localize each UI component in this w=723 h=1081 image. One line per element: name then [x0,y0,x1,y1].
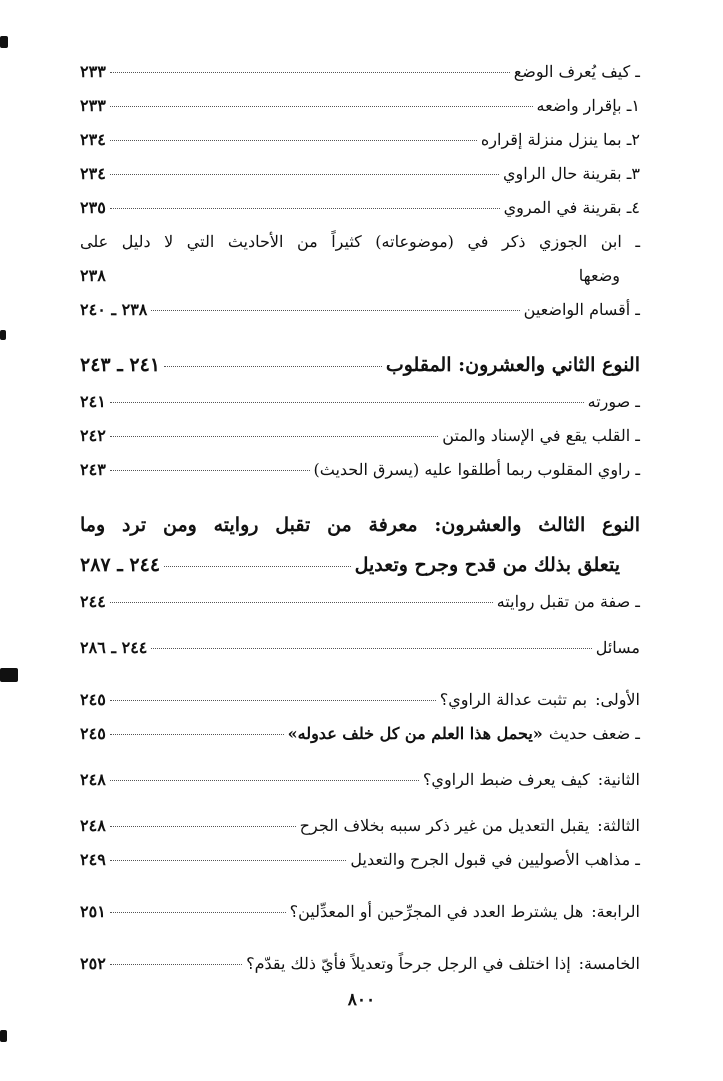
dot-leader [110,72,510,73]
dot-leader [110,208,500,209]
toc-entry-page: ٢٤٨ [80,816,106,835]
toc-entry-label: الثانية: [597,770,640,789]
toc-entry-page: ٢٤٩ [80,850,106,869]
toc-entry-page: ٢٣٣ [80,96,106,115]
toc-entry[interactable] [80,843,640,877]
toc-entry-text: ـ أقسام الواضعين [523,300,640,319]
toc-entry-text: ـ كيف يُعرف الوضع [513,62,640,81]
toc-entry-label: الثالثة: [597,816,640,835]
margin-mark [0,36,8,48]
toc-entry[interactable] [80,157,640,191]
dot-leader [110,780,419,781]
toc-entry-text: إذا اختلف في الرجل جرحاً وتعديلاً فأيّ ذلك يقدّم؟ [246,954,571,973]
dot-leader [110,106,533,107]
toc-entry-label: الخامسة: [578,954,640,973]
dot-leader [164,566,351,567]
dot-leader [110,860,347,861]
toc-entry-text: ـ مذاهب الأصوليين في قبول الجرح والتعديل [350,850,640,869]
toc-entry[interactable] [80,293,640,327]
toc-entry-page: ٢٥١ [80,902,106,921]
toc-entry-text: ١ـ بإقرار واضعه [536,96,640,115]
toc-entry[interactable] [80,895,640,929]
dot-leader [110,912,286,913]
dot-leader [151,310,519,311]
toc-entry-page: ٢٣٣ [80,62,106,81]
dot-leader [110,826,296,827]
toc-entry-page: ٢٣٨ [80,266,106,285]
section-heading[interactable] [80,545,640,585]
dot-leader [110,140,477,141]
toc-entry-text: هل يشترط العدد في المجرِّحين أو المعدِّلين؟ [289,902,584,921]
dot-leader [110,602,493,603]
dot-leader [164,366,382,367]
toc-entry-text: وضعها [578,266,620,285]
toc-entry-label: الرابعة: [591,902,640,921]
toc-entry-page: ٢٤٣ [80,460,106,479]
toc-entry[interactable] [80,585,640,619]
toc-entry-text: ـ ضعف حديث [548,724,640,743]
toc-entry-page: ٢٤١ [80,392,106,411]
toc-entry[interactable] [80,123,640,157]
toc-entry[interactable] [80,191,640,225]
toc-entry[interactable] [80,89,640,123]
dot-leader [110,402,584,403]
toc-entry-text: ـ صفة من تقبل روايته [496,592,640,611]
toc-entry-page: ٢٣٨ ـ ٢٤٠ [80,300,148,319]
toc-entry-page: ٢٣٥ [80,198,106,217]
toc-entry-text: كيف يعرف ضبط الراوي؟ [422,770,590,789]
dot-leader [151,648,591,649]
toc-entry-text: ـ راوي المقلوب ربما أطلقوا عليه (يسرق الحديث) [313,460,640,479]
dot-leader [110,700,436,701]
toc-entry-text: يقبل التعديل من غير ذكر سببه بخلاف الجرح [299,816,590,835]
toc-entry-page: ٢٤٢ [80,426,106,445]
toc-entry-page: ٢٣٤ [80,130,106,149]
toc-entry[interactable] [80,631,640,665]
toc-entry-text: ـ صورته [587,392,640,411]
section-heading-line1[interactable]: النوع الثالث والعشرون: معرفة من تقبل روايته ومن ترد وما [80,514,640,536]
margin-mark [0,668,18,682]
dot-leader [110,964,242,965]
toc-entry[interactable] [80,419,640,453]
toc-entry-page: ٢٤٥ [80,724,106,743]
dot-leader [110,174,499,175]
dot-leader [110,470,310,471]
toc-entry-page: ٢٤٨ [80,770,106,789]
toc-entry-text: ٤ـ بقرينة في المروي [503,198,640,217]
toc-entry[interactable] [80,763,640,797]
toc-entry-ibn-jawzi-line1[interactable]: ـ ابن الجوزي ذكر في (موضوعاته) كثيراً من الأحاديث التي لا دليل على [80,232,640,251]
toc-entry-text: ٣ـ بقرينة حال الراوي [502,164,640,183]
toc-entry[interactable] [80,947,640,981]
toc-entry-page: ٢٣٤ [80,164,106,183]
toc-entry-bold-text: «يحمل هذا العلم من كل خلف عدوله» [287,724,543,743]
margin-mark [0,330,6,340]
toc-entry-page: ٢٥٢ [80,954,106,973]
toc-entry-page: ٢٤٤ ـ ٢٨٦ [80,638,148,657]
toc-entry[interactable] [80,55,640,89]
section-heading-page: ٢٤٤ ـ ٢٨٧ [80,554,161,576]
toc-entry-label: الأولى: [595,690,640,709]
section-heading[interactable] [80,345,640,385]
toc-entry-page: ٢٤٤ [80,592,106,611]
dot-leader [110,734,284,735]
toc-entry-text: ـ القلب يقع في الإسناد والمتن [442,426,640,445]
toc-entry[interactable] [80,259,640,293]
toc-entry[interactable] [80,453,640,487]
margin-mark [0,1030,7,1042]
dot-leader [110,436,439,437]
toc-entry-text: بم تثبت عدالة الراوي؟ [439,690,588,709]
toc-entry[interactable] [80,717,640,751]
toc-entry-text: مسائل [595,638,640,657]
toc-entry[interactable] [80,683,640,717]
toc-entry-text: ٢ـ بما ينزل منزلة إقراره [480,130,640,149]
section-heading-text: يتعلق بذلك من قدح وجرح وتعديل [354,554,620,576]
toc-entry-page: ٢٤٥ [80,690,106,709]
page-number: ٨٠٠ [347,990,376,1010]
toc-entry[interactable] [80,385,640,419]
table-of-contents [80,55,640,981]
section-heading-text: النوع الثاني والعشرون: المقلوب [385,354,640,376]
toc-entry[interactable] [80,809,640,843]
section-heading-page: ٢٤١ ـ ٢٤٣ [80,354,161,376]
